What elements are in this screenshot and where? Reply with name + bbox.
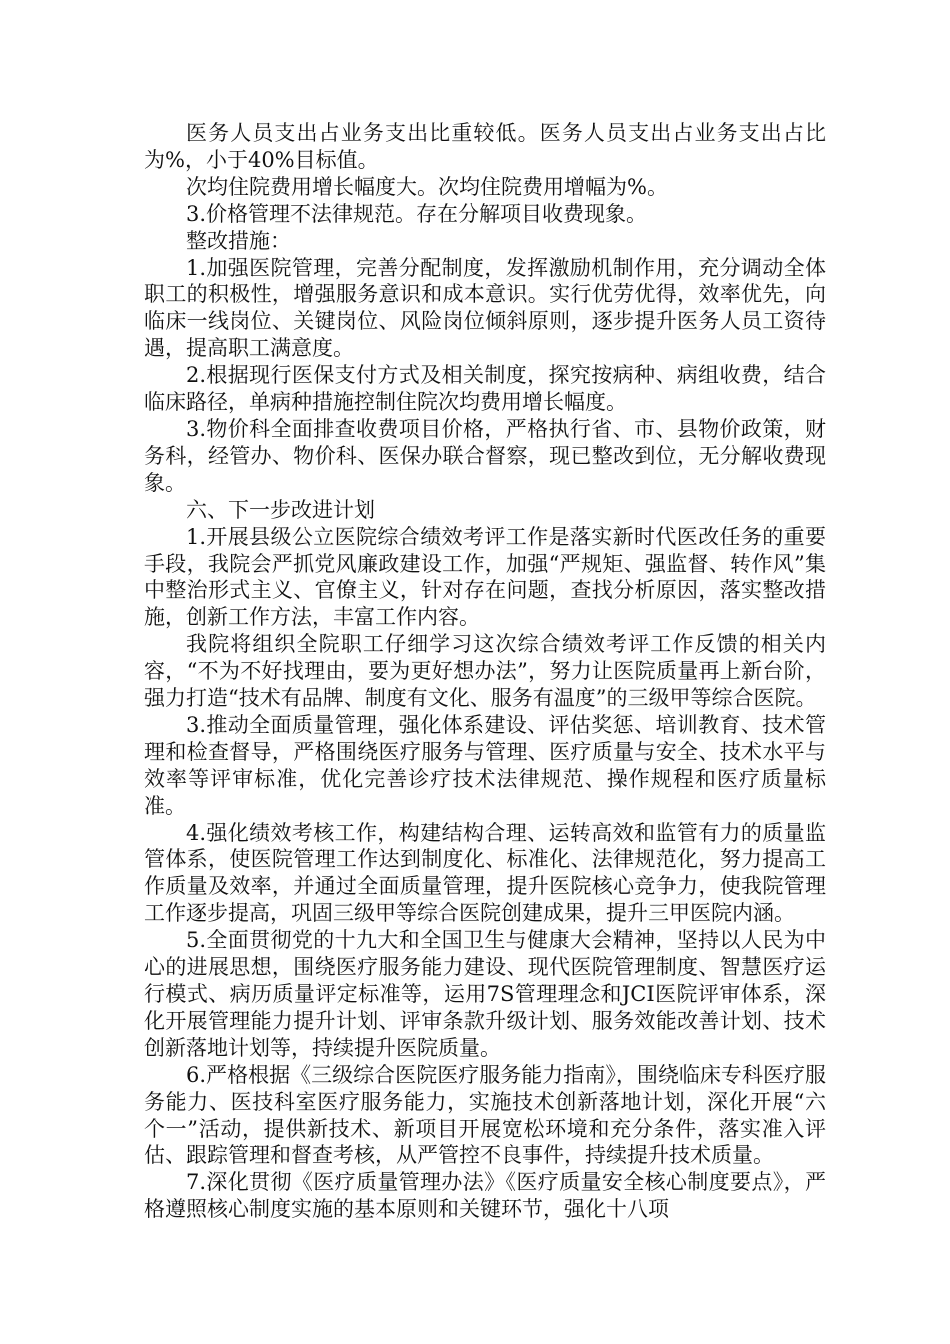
paragraph-plan-7: 7.深化贯彻《医疗质量管理办法》《医疗质量安全核心制度要点》，严格遵照核心制度实施的基本原则和关键环节，强化十八项 (144, 1170, 826, 1222)
paragraph-plan-3: 3.推动全面质量管理，强化体系建设、评估奖惩、培训教育、技术管理和检查督导，严格围绕医疗服务与管理、医疗质量与安全、技术水平与效率等评审标准，优化完善诊疗技术法律规范、操作规程和医疗质量标准。 (144, 712, 826, 818)
paragraph-plan-4: 4.强化绩效考核工作，构建结构合理、运转高效和监管有力的质量监管体系，使医院管理工作达到制度化、标准化、法律规范化，努力提高工作质量及效率，并通过全面质量管理，提升医院核心竞争力，使我院管理工作逐步提高，巩固三级甲等综合医院创建成果，提升三甲医院内涵。 (144, 820, 826, 926)
paragraph-measure-1: 1.加强医院管理，完善分配制度，发挥激励机制作用，充分调动全体职工的积极性，增强服务意识和成本意识。实行优劳优得，效率优先，向临床一线岗位、关键岗位、风险岗位倾斜原则，逐步提升医务人员工资待遇，提高职工满意度。 (144, 255, 826, 361)
section-heading-next-steps: 六、下一步改进计划 (186, 497, 375, 522)
paragraph-price-management: 3.价格管理不法律规范。存在分解项目收费现象。 (186, 201, 648, 226)
paragraph-medical-staff-expense: 医务人员支出占业务支出比重较低。医务人员支出占业务支出占比为%，小于40%目标值。 (144, 121, 826, 172)
paragraph-inpatient-cost-growth: 次均住院费用增长幅度大。次均住院费用增幅为%。 (186, 174, 668, 199)
paragraph-plan-1: 1.开展县级公立医院综合绩效考评工作是落实新时代医改任务的重要手段，我院会严抓党风廉政建设工作，加强“严规矩、强监督、转作风”集中整治形式主义、官僚主义，针对存在问题，查找分析原因，落实整改措施，创新工作方法，丰富工作内容。 (144, 524, 826, 630)
document-body (144, 120, 826, 1223)
paragraph-measure-3: 3.物价科全面排查收费项目价格，严格执行省、市、县物价政策，财务科，经管办、物价科、医保办联合督察，现已整改到位，无分解收费现象。 (144, 416, 826, 495)
paragraph-measure-2: 2.根据现行医保支付方式及相关制度，探究按病种、病组收费，结合临床路径，单病种措施控制住院次均费用增长幅度。 (144, 363, 826, 415)
paragraph-plan-2: 我院将组织全院职工仔细学习这次综合绩效考评工作反馈的相关内容，“不为不好找理由，要为更好想办法”，努力让医院质量再上新台阶，强力打造“技术有品牌、制度有文化、服务有温度”的三级甲等综合医院。 (144, 632, 826, 711)
paragraph-plan-6: 6.严格根据《三级综合医院医疗服务能力指南》，围绕临床专科医疗服务能力、医技科室医疗服务能力，实施技术创新落地计划，深化开展“六个一”活动，提供新技术、新项目开展宽松环境和充分条件，落实准入评估、跟踪管理和督查考核，从严管控不良事件，持续提升技术质量。 (144, 1062, 826, 1168)
paragraph-rectification-heading: 整改措施： (186, 228, 291, 253)
paragraph-plan-5: 5.全面贯彻党的十九大和全国卫生与健康大会精神，坚持以人民为中心的进展思想，围绕医疗服务能力建设、现代医院管理制度、智慧医疗运行模式、病历质量评定标准等，运用7S管理理念和JCI医院评审体系，深化开展管理能力提升计划、评审条款升级计划、服务效能改善计划、技术创新落地计划等，持续提升医院质量。 (144, 928, 826, 1060)
